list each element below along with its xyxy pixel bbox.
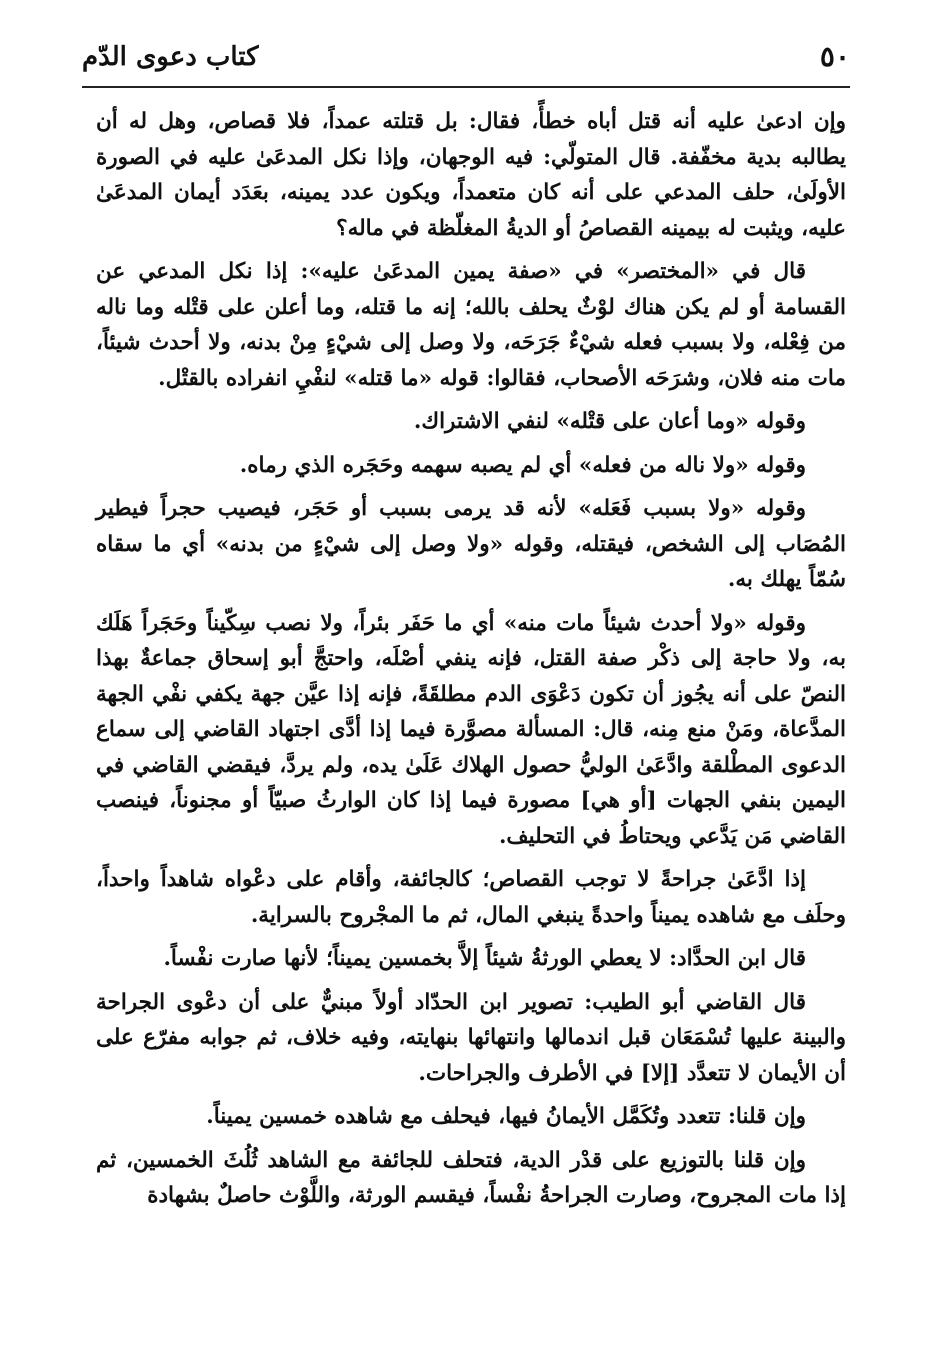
running-title: كتاب دعوى الدّم <box>82 42 259 72</box>
paragraph: قال ابن الحدَّاد: لا يعطي الورثةُ شيئاً إلاَّ بخمسين يميناً؛ لأنها صارت نفْساً. <box>163 946 806 971</box>
paragraph: وقوله «ولا ناله من فعله» أي لم يصبه سهمه وحَجَره الذي رماه. <box>239 452 806 478</box>
paragraph: وإن ادعىٰ عليه أنه قتل أباه خطأً، فقال: بل قتلته عمداً، فلا قصاص، وهل له أن يطالبه بدية مخفّفة. قال المتولّي: فيه الوجهان، وإذا نكل المدعَىٰ عليه في الصورة الأولَىٰ، حلف المدعي على أنه كان متعمداً، ويكون عدد يمينه، بعَدَد أيمان المدعَىٰ عليه، ويثبت له بيمينه القصاصُ أو الديةُ المغلّظة في ماله؟ <box>96 109 846 241</box>
paragraph: قال القاضي أبو الطيب: تصوير ابن الحدّاد أولاً مبنيٌّ على أن دعْوى الجراحة والبينة عليها تُسْمَعَان قبل اندمالها وانتهائها بنهايته، وفيه خلاف، ثم جوابه مفرّع على أن الأيمان لا تتعدَّد [إلا] في الأطرف والجراحات. <box>96 989 846 1086</box>
page-number: ٥٠ <box>819 40 850 73</box>
paragraph: وقوله «ولا بسبب فَعَله» لأنه قد يرمى بسبب أو حَجَر، فيصيب حجراً فيطير المُصَاب إلى الشخص، فيقتله، وقوله «ولا وصل إلى شيْءٍ من بدنه» أي ما سقاه سُمّاً يهلك به. <box>96 496 846 592</box>
paragraph: قال في «المختصر» في «صفة يمين المدعَىٰ عليه»: إذا نكل المدعي عن القسامة أو لم يكن هناك لوْثٌ يحلف بالله؛ إنه ما قتله، وما أعلن على قتْله وما ناله من فِعْله، ولا بسبب فعله شيْءٌ جَرَحَه، ولا وصل إلى شيْءٍ مِنْ بدنه، ولا أحدث شيئاً، مات منه فلان، وشرَحَه الأصحاب، فقالوا: قوله «ما قتله» لنفْيِ انفراده بالقتْل. <box>96 259 846 391</box>
paragraph: وقوله «وما أعان على قتْله» لنفي الاشتراك. <box>413 409 806 434</box>
paragraph: إذا ادَّعَىٰ جراحةً لا توجب القصاص؛ كالجائفة، وأقام على دعْواه شاهداً واحداً، وحلَف مع شاهده يميناً واحدةً ينبغي المال، ثم ما المجْروح بالسراية. <box>96 867 846 928</box>
paragraph: وإن قلنا: تتعدد وتُكَمَّل الأيمانُ فيها، فيحلف مع شاهده خمسين يميناً. <box>206 1104 806 1129</box>
page-body <box>96 104 846 1222</box>
page-header <box>82 34 850 82</box>
paragraph: وقوله «ولا أحدث شيئاً مات منه» أي ما حَفَر بئراً، ولا نصب سِكّيناً وحَجَراً هَلَك به، ولا حاجة إلى ذكْر صفة القتل، فإنه ينفي أصْلَه، واحتجَّ أبو إسحاق جماعةٌ بهذا النصّ على أنه يجُوز أن تكون دَعْوَى الدم مطلقَةً، فإنه إذا عيَّن جهة يكفي نفْي الجهة المدَّعاة، ومَنْ منع مِنه، قال: المسألة مصوَّرة فيما إذا أدَّى اجتهاد القاضي إلى سماع الدعوى المطْلقة وادَّعَىٰ الوليُّ حصول الهلاك عَلَىٰ يده، ولم يردَّ، فيقضي القاضي في اليمين بنفي الجهات [أو هي] مصورة فيما إذا كان الوارثُ صبيّاً أو مجنوناً، فينصب القاضي مَن يَدَّعي ويحتاطُ في التحليف. <box>96 610 846 849</box>
header-divider <box>82 86 850 88</box>
paragraph: وإن قلنا بالتوزيع على قدْر الدية، فتحلف للجائفة مع الشاهد ثُلُثَ الخمسين، ثم إذا مات المجروح، وصارت الجراحةُ نفْساً، فيقسم الورثة، واللَّوْث حاصلٌ بشهادة <box>96 1147 846 1208</box>
